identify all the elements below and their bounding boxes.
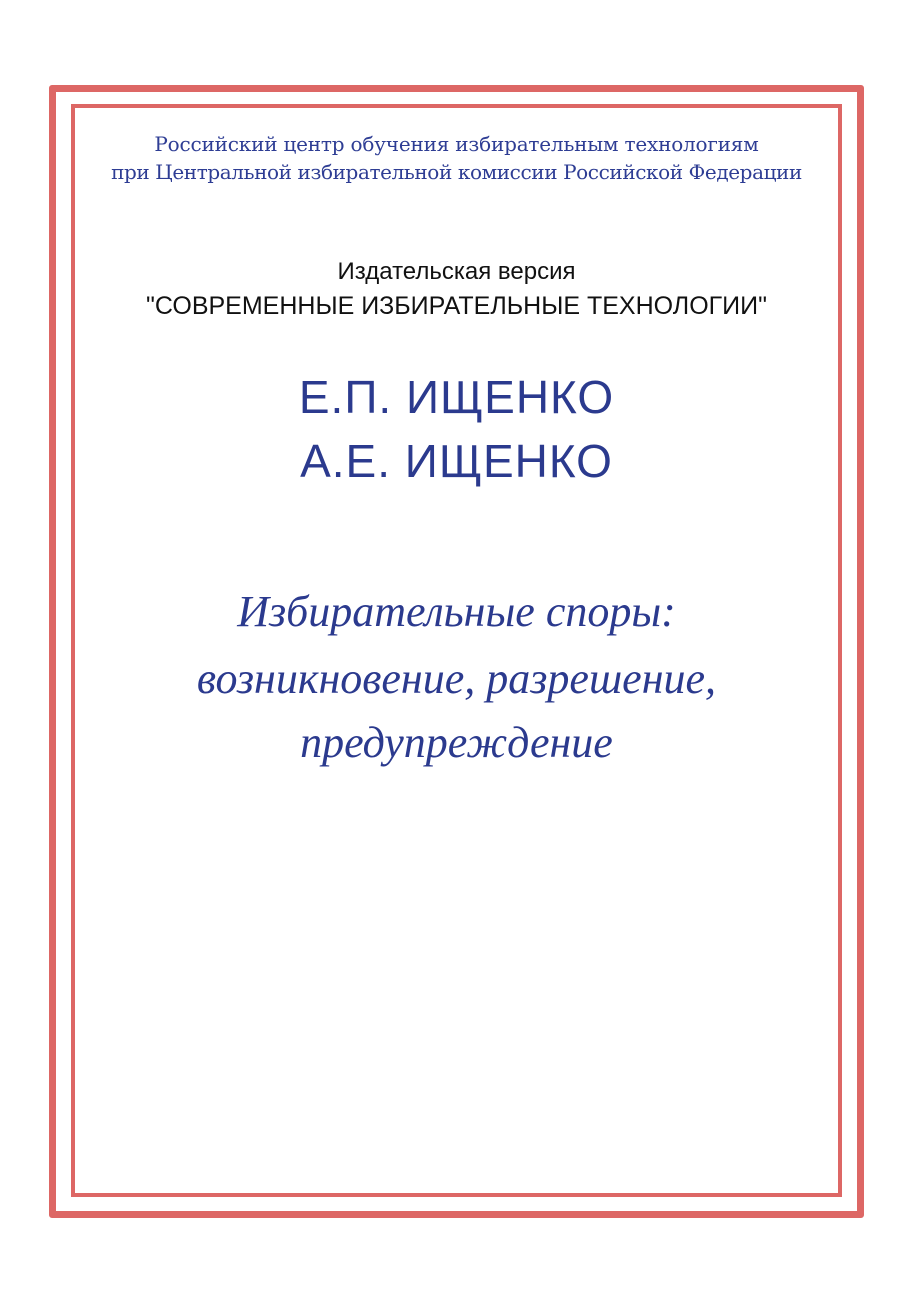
publisher-org-line-2: при Центральной избирательной комиссии Российской Федерации (111, 160, 802, 184)
book-title-line-3: предупреждение (300, 718, 613, 767)
publisher-org-line-1: Российский центр обучения избирательным технологиям (154, 132, 759, 156)
author-2: А.Е. ИЩЕНКО (300, 435, 613, 487)
book-title-line-2: возникновение, разрешение, (196, 654, 717, 703)
series-title: "СОВРЕМЕННЫЕ ИЗБИРАТЕЛЬНЫЕ ТЕХНОЛОГИИ" (146, 292, 767, 320)
book-title-line-1: Избирательные споры: (237, 587, 676, 636)
author-1: Е.П. ИЩЕНКО (298, 371, 615, 423)
edition-label: Издательская версия (337, 258, 576, 285)
